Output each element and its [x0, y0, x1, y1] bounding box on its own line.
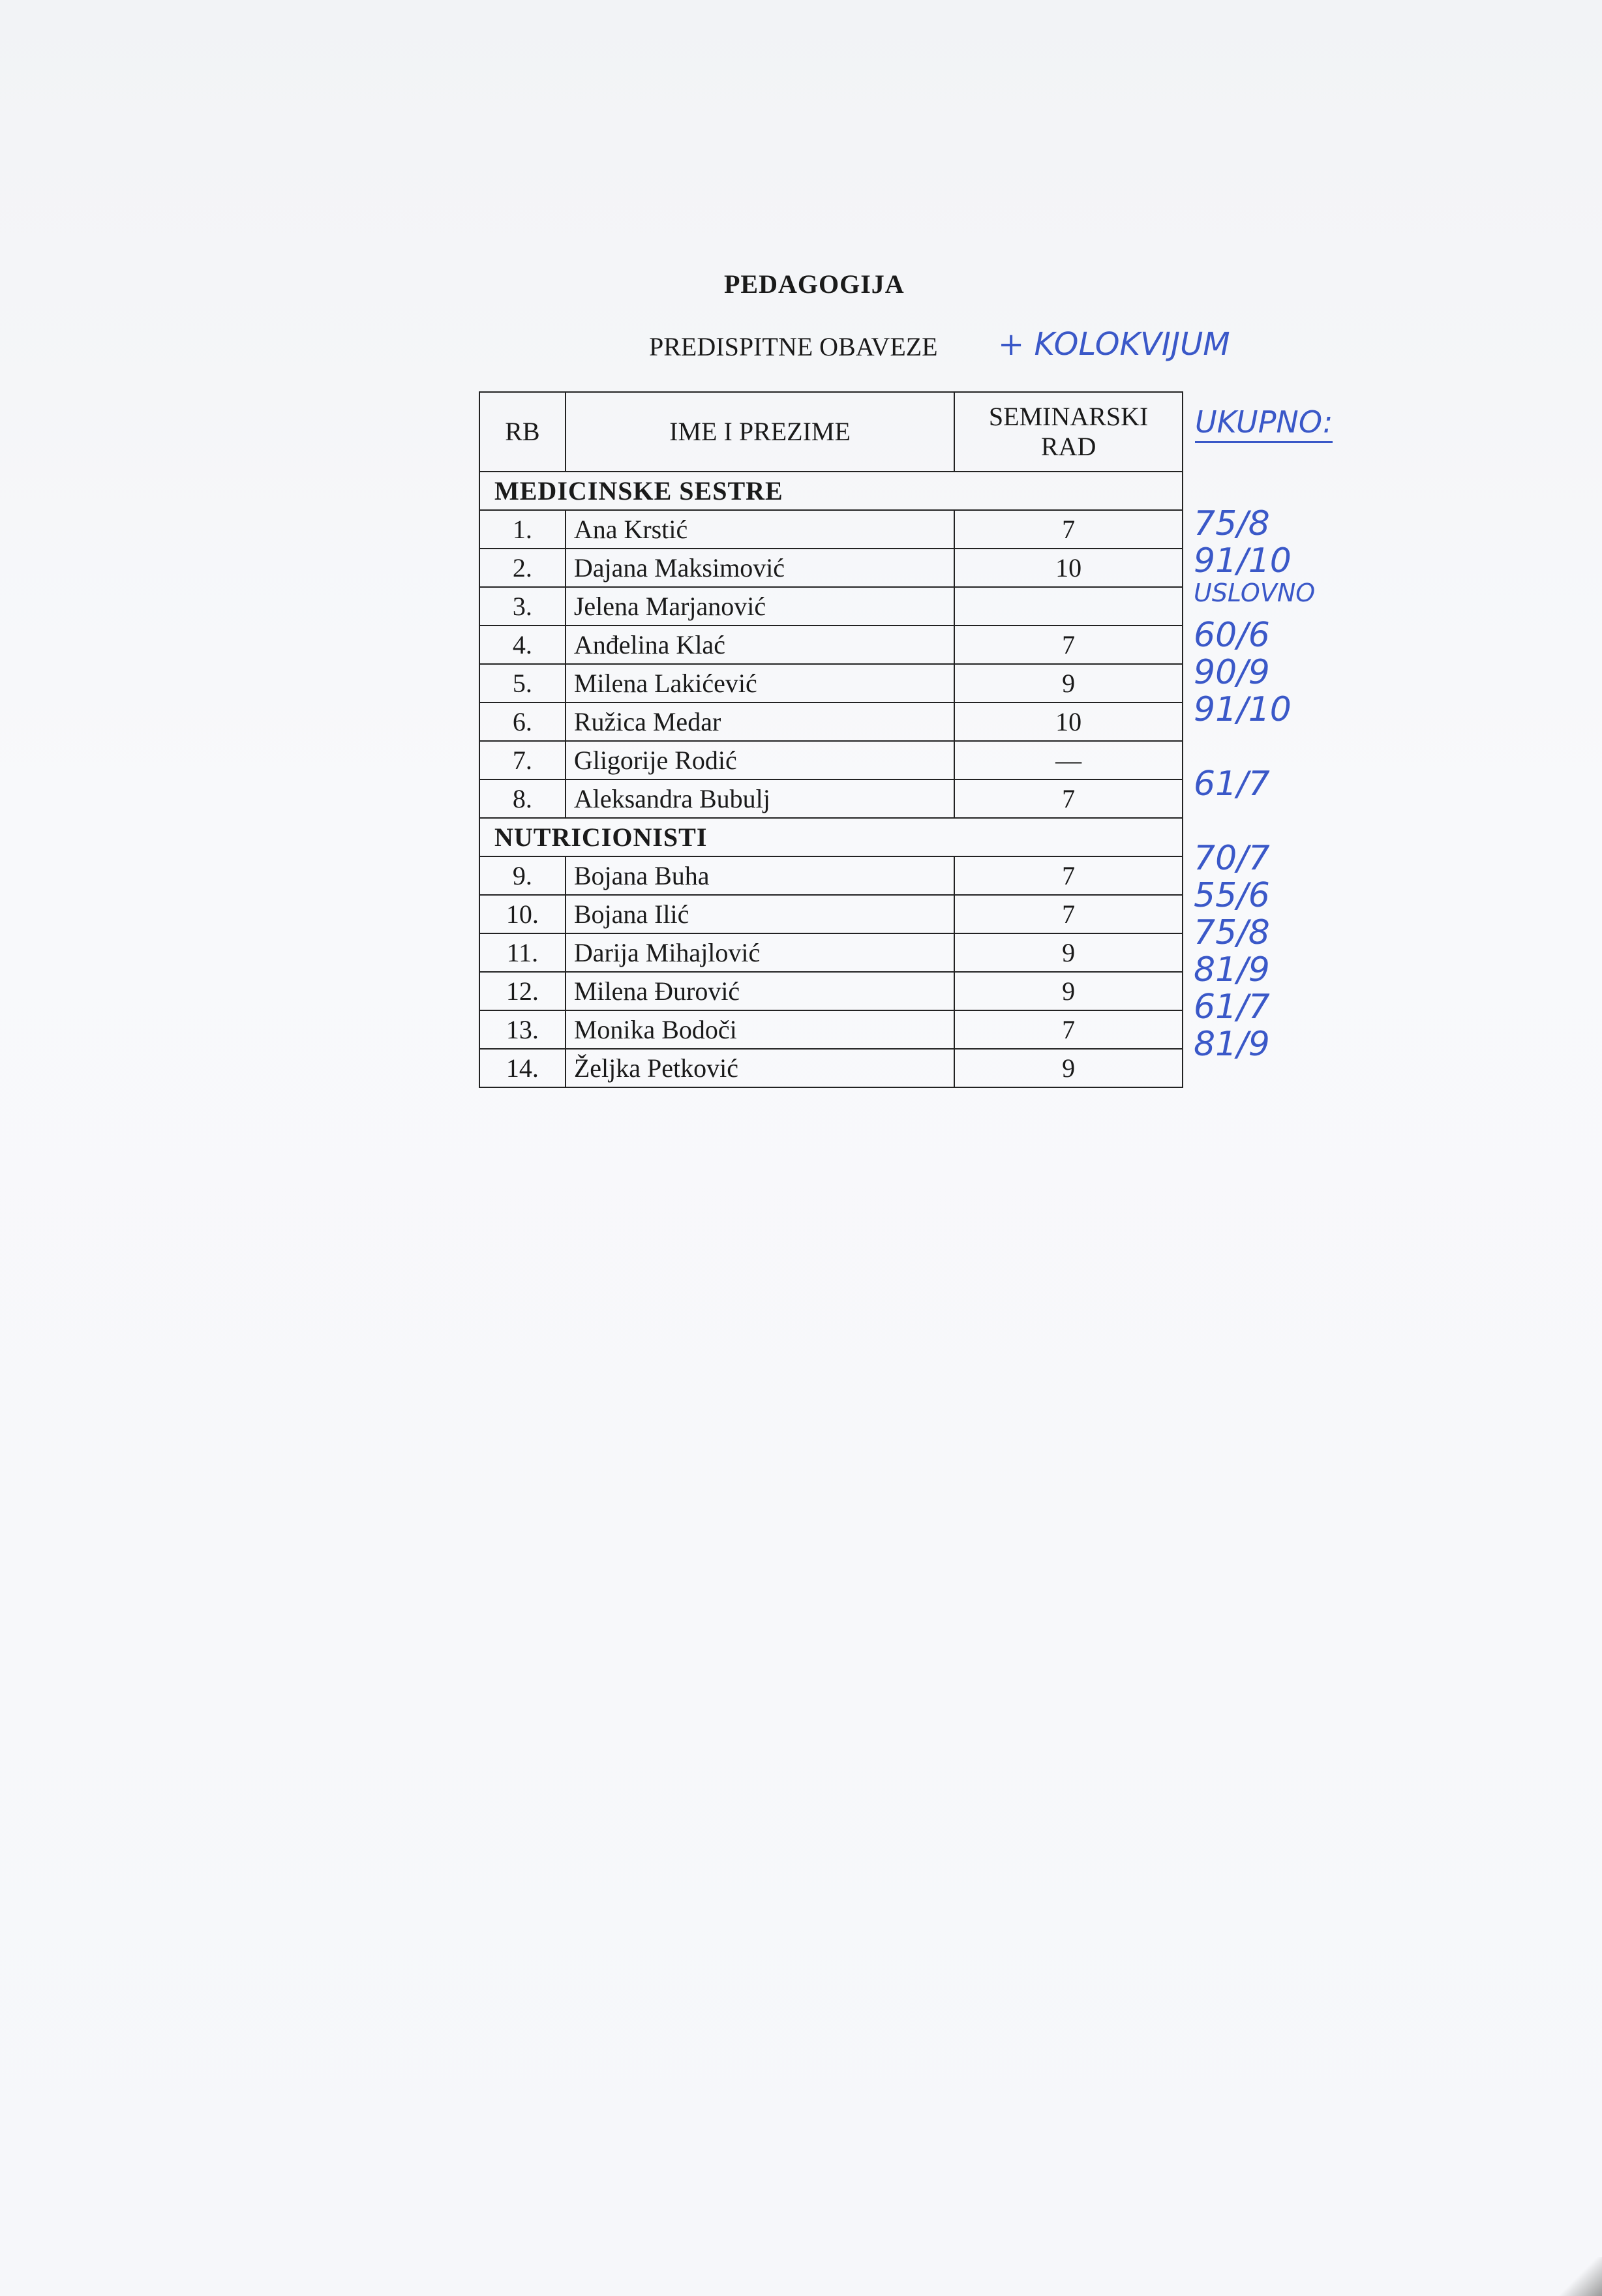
student-name: Monika Bodoči [566, 1010, 954, 1049]
scan-corner-shadow [1543, 2257, 1602, 2296]
seminar-grade: — [954, 741, 1183, 779]
handwritten-subtitle-addition: + KOLOKVIJUM [998, 326, 1230, 363]
row-number: 2. [479, 549, 566, 587]
handwritten-total: 55/6 [1194, 876, 1270, 915]
handwritten-total: 81/9 [1194, 1025, 1270, 1064]
seminar-grade: 9 [954, 972, 1183, 1010]
row-number: 6. [479, 702, 566, 741]
row-number: 3. [479, 587, 566, 626]
handwritten-total-label: UKUPNO: [1195, 404, 1333, 443]
header-name: IME I PREZIME [566, 392, 954, 472]
seminar-grade [954, 587, 1183, 626]
table-row [479, 1010, 1183, 1049]
handwritten-total: 91/10 [1194, 690, 1292, 729]
handwritten-total: 70/7 [1194, 839, 1270, 878]
student-name: Dajana Maksimović [566, 549, 954, 587]
seminar-grade: 9 [954, 664, 1183, 702]
table-row [479, 741, 1183, 779]
document-title: PEDAGOGIJA [724, 269, 905, 299]
seminar-grade: 7 [954, 856, 1183, 895]
section-title: NUTRICIONISTI [479, 818, 1183, 856]
student-name: Željka Petković [566, 1049, 954, 1087]
table-row [479, 587, 1183, 626]
row-number: 13. [479, 1010, 566, 1049]
handwritten-total: 75/8 [1194, 913, 1270, 952]
table-row [479, 664, 1183, 702]
student-name: Ružica Medar [566, 702, 954, 741]
grades-table [479, 391, 1183, 1088]
handwritten-total: USLOVNO [1194, 579, 1316, 607]
row-number: 1. [479, 510, 566, 549]
seminar-grade: 9 [954, 933, 1183, 972]
row-number: 9. [479, 856, 566, 895]
seminar-grade: 7 [954, 626, 1183, 664]
seminar-grade: 10 [954, 702, 1183, 741]
document-subtitle: PREDISPITNE OBAVEZE [649, 332, 938, 361]
table-row [479, 702, 1183, 741]
row-number: 5. [479, 664, 566, 702]
student-name: Milena Lakićević [566, 664, 954, 702]
student-name: Anđelina Klać [566, 626, 954, 664]
table-row [479, 895, 1183, 933]
student-name: Milena Đurović [566, 972, 954, 1010]
row-number: 8. [479, 779, 566, 818]
section-header-row [479, 818, 1183, 856]
seminar-grade: 7 [954, 510, 1183, 549]
section-header-row [479, 472, 1183, 510]
handwritten-total: 61/7 [1194, 764, 1270, 804]
seminar-grade: 9 [954, 1049, 1183, 1087]
table-row [479, 549, 1183, 587]
handwritten-total: 60/6 [1194, 616, 1270, 655]
header-rb: RB [479, 392, 566, 472]
table-row [479, 933, 1183, 972]
section-title: MEDICINSKE SESTRE [479, 472, 1183, 510]
student-name: Darija Mihajlović [566, 933, 954, 972]
handwritten-total: 75/8 [1194, 504, 1270, 543]
row-number: 10. [479, 895, 566, 933]
row-number: 11. [479, 933, 566, 972]
seminar-grade: 7 [954, 895, 1183, 933]
student-name: Aleksandra Bubulj [566, 779, 954, 818]
table-row [479, 1049, 1183, 1087]
row-number: 4. [479, 626, 566, 664]
handwritten-total: 90/9 [1194, 653, 1270, 692]
table-header-row [479, 392, 1183, 472]
seminar-grade: 7 [954, 779, 1183, 818]
row-number: 12. [479, 972, 566, 1010]
handwritten-total: 81/9 [1194, 950, 1270, 989]
student-name: Bojana Ilić [566, 895, 954, 933]
table-row [479, 972, 1183, 1010]
table-row [479, 779, 1183, 818]
row-number: 7. [479, 741, 566, 779]
table-row [479, 856, 1183, 895]
grades-table-body [479, 472, 1183, 1087]
header-seminar: SEMINARSKI RAD [954, 392, 1183, 472]
row-number: 14. [479, 1049, 566, 1087]
table-row [479, 510, 1183, 549]
handwritten-total: 61/7 [1194, 988, 1270, 1027]
student-name: Jelena Marjanović [566, 587, 954, 626]
seminar-grade: 10 [954, 549, 1183, 587]
student-name: Ana Krstić [566, 510, 954, 549]
student-name: Bojana Buha [566, 856, 954, 895]
table-row [479, 626, 1183, 664]
seminar-grade: 7 [954, 1010, 1183, 1049]
student-name: Gligorije Rodić [566, 741, 954, 779]
handwritten-total: 91/10 [1194, 541, 1292, 581]
